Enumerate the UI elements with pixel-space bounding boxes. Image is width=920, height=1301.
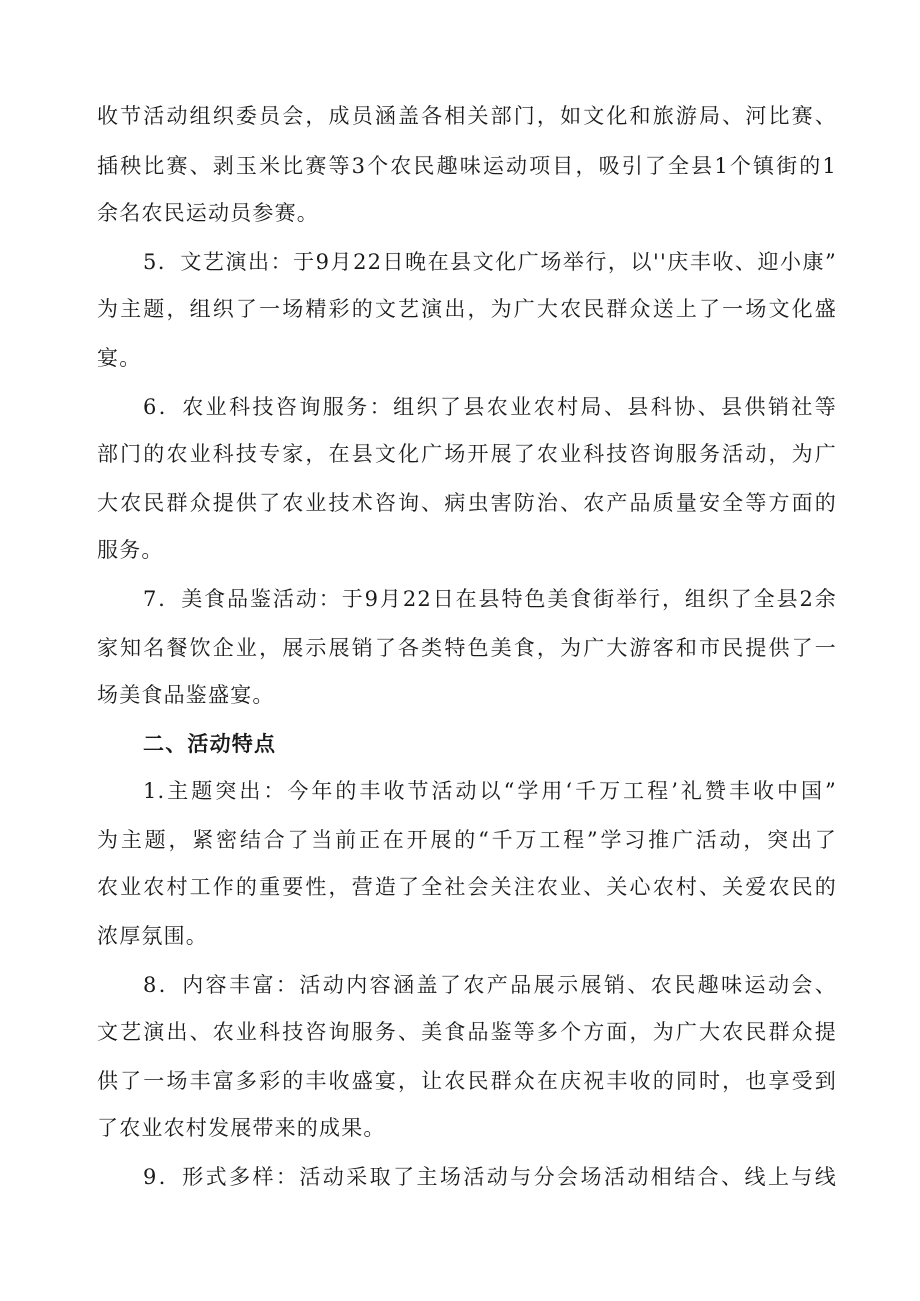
- text-line: 大农民群众提供了农业技术咨询、病虫害防治、农产品质量安全等方面的: [97, 491, 837, 515]
- paragraph-6-line: 6．农业科技咨询服务：组织了县农业农村局、县科协、县供销社等: [143, 395, 837, 419]
- text-line: 为主题，组织了一场精彩的文艺演出，为广大农民群众送上了一场文化盛: [97, 297, 837, 321]
- text-line: 供了一场丰富多彩的丰收盛宴，让农民群众在庆祝丰收的同时，也享受到: [97, 1069, 837, 1093]
- text-line: 部门的农业科技专家，在县文化广场开展了农业科技咨询服务活动，为广: [97, 442, 837, 466]
- text-line: 服务。: [97, 538, 164, 562]
- paragraph-9-line: 9．形式多样：活动采取了主场活动与分会场活动相结合、线上与线: [143, 1165, 837, 1189]
- text-line: 了农业农村发展带来的成果。: [97, 1116, 386, 1140]
- text-line: 场美食品鉴盛宴。: [97, 683, 275, 707]
- text-line: 浓厚氛围。: [97, 924, 208, 948]
- paragraph-8-line: 8．内容丰富：活动内容涵盖了农产品展示展销、农民趣味运动会、: [143, 973, 837, 997]
- text-line: 宴。: [97, 346, 142, 370]
- text-line: 余名农民运动员参赛。: [97, 201, 319, 225]
- paragraph-7-line: 7．美食品鉴活动：于9月22日在县特色美食街举行，组织了全县2余: [143, 587, 837, 611]
- section-heading: 二、活动特点: [143, 732, 277, 756]
- text-line: 文艺演出、农业科技咨询服务、美食品鉴等多个方面，为广大农民群众提: [97, 1020, 837, 1044]
- paragraph-5-line: 5．文艺演出：于9月22日晚在县文化广场举行，以''庆丰收、迎小康”: [143, 250, 837, 274]
- text-line: 家知名餐饮企业，展示展销了各类特色美食，为广大游客和市民提供了一: [97, 636, 837, 660]
- text-line: 插秧比赛、剥玉米比赛等3个农民趣味运动项目，吸引了全县1个镇街的1: [97, 154, 837, 178]
- paragraph-1-line: 1.主题突出：今年的丰收节活动以“学用‘千万工程’礼赞丰收中国”: [143, 779, 837, 803]
- text-line: 收节活动组织委员会，成员涵盖各相关部门，如文化和旅游局、河比赛、: [97, 104, 837, 128]
- text-line: 为主题，紧密结合了当前正在开展的“千万工程”学习推广活动，突出了: [97, 828, 837, 852]
- text-line: 农业农村工作的重要性，营造了全社会关注农业、关心农村、关爱农民的: [97, 875, 837, 899]
